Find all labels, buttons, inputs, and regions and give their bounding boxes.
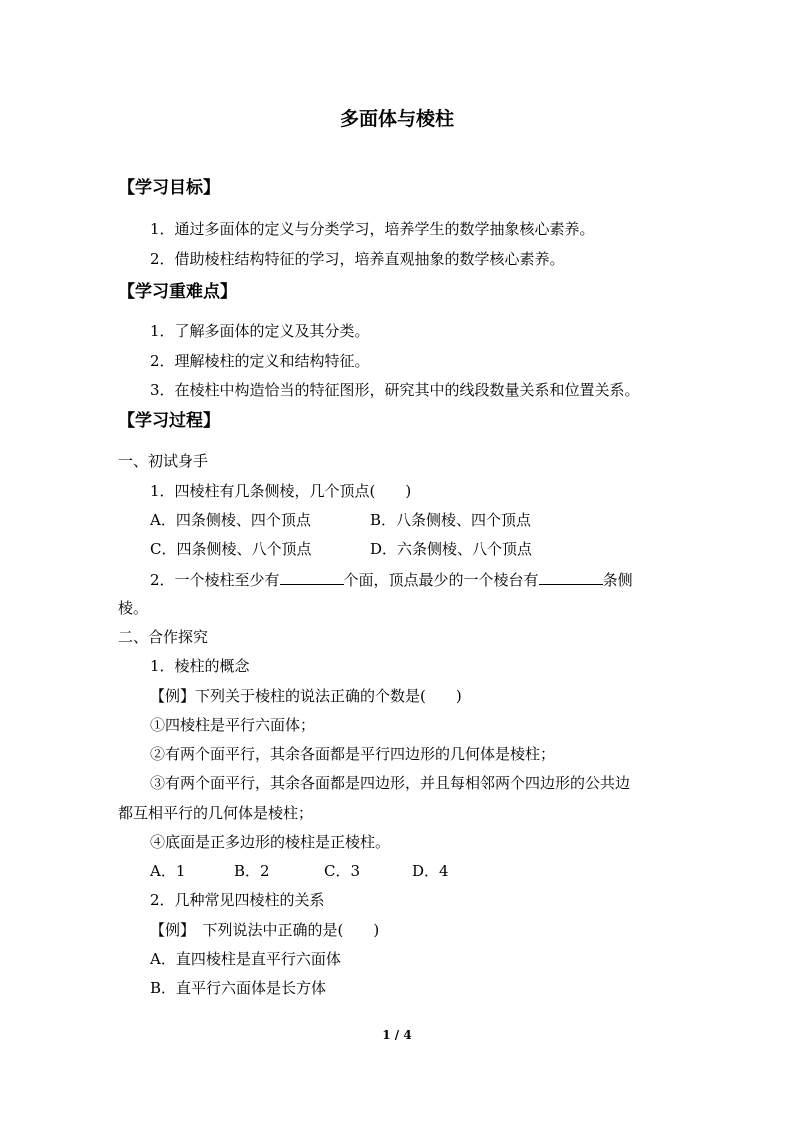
ex1-option-a: A．1: [150, 862, 186, 880]
question-2: [150, 569, 633, 590]
example-2: 【例】 下列说法中正确的是( ): [150, 921, 380, 939]
page-title: 多面体与棱柱: [339, 108, 454, 130]
key-point-2: 2．理解棱柱的定义和结构特征。: [150, 352, 370, 370]
answer-blank-2[interactable]: [539, 569, 603, 585]
answer-blank-1[interactable]: [280, 569, 344, 585]
statement-3: ③有两个面平行，其余各面都是四边形，并且每相邻两个四边形的公共边: [150, 774, 631, 792]
q2-text-a: 2．一个棱柱至少有: [150, 571, 280, 589]
q1-option-c: C．四条侧棱、八个顶点: [150, 540, 312, 558]
key-point-1: 1．了解多面体的定义及其分类。: [150, 322, 370, 340]
sub-heading-1: 1．棱柱的概念: [150, 657, 250, 675]
objective-1: 1．通过多面体的定义与分类学习，培养学生的数学抽象核心素养。: [150, 220, 595, 238]
objective-2: 2．借助棱柱结构特征的学习，培养直观抽象的数学核心素养。: [150, 250, 565, 268]
part2-heading: 二、合作探究: [118, 628, 209, 646]
statement-2: ②有两个面平行，其余各面都是平行四边形的几何体是棱柱；: [150, 745, 556, 763]
part1-heading: 一、初试身手: [118, 452, 209, 470]
section-key-points: 【学习重难点】: [118, 282, 237, 302]
section-objectives: 【学习目标】: [118, 178, 220, 198]
q1-option-a: A．四条侧棱、四个顶点: [150, 511, 311, 529]
statement-1: ①四棱柱是平行六面体；: [150, 716, 316, 734]
section-process: 【学习过程】: [118, 411, 220, 431]
ex1-option-d: D．4: [412, 862, 449, 880]
statement-3-wrap: 都互相平行的几何体是棱柱；: [118, 804, 314, 822]
ex1-option-c: C．3: [324, 862, 361, 880]
question-2-wrap: 棱。: [118, 599, 149, 617]
key-point-3: 3．在棱柱中构造恰当的特征图形，研究其中的线段数量关系和位置关系。: [150, 381, 640, 399]
ex2-option-b: B．直平行六面体是长方体: [150, 979, 327, 997]
ex1-option-b: B．2: [234, 862, 270, 880]
page-number: 1 / 4: [382, 1028, 412, 1042]
statement-4: ④底面是正多边形的棱柱是正棱柱。: [150, 833, 391, 851]
q2-text-c: 条侧: [602, 571, 633, 589]
sub-heading-2: 2．几种常见四棱柱的关系: [150, 891, 325, 909]
question-1: 1．四棱柱有几条侧棱，几个顶点( ): [150, 482, 412, 500]
q1-option-b: B．八条侧棱、四个顶点: [370, 511, 532, 529]
q1-option-d: D．六条侧棱、八个顶点: [370, 540, 533, 558]
q2-text-b: 个面，顶点最少的一个棱台有: [343, 571, 539, 589]
example-1: 【例】下列关于棱柱的说法正确的个数是( ): [150, 687, 462, 705]
ex2-option-a: A．直四棱柱是直平行六面体: [150, 950, 341, 968]
